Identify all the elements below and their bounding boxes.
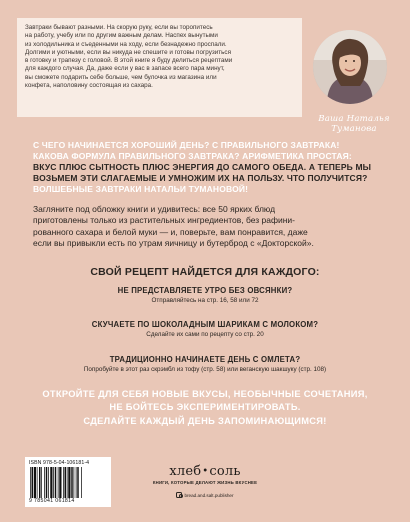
description-line: приготовлены только из растительных ингредиентов, без рафини- xyxy=(33,215,296,226)
quote-line: для каждого случая. Да, даже если у вас в запасе всего пара минут, xyxy=(25,65,225,73)
logo-right: соль xyxy=(209,464,241,479)
author-portrait-icon xyxy=(313,30,387,104)
recipe-question xyxy=(0,320,410,338)
question-title: СКУЧАЕТЕ ПО ШОКОЛАДНЫМ ШАРИКАМ С МОЛОКОМ? xyxy=(91,320,319,329)
description-line: если вы привыкли есть по утрам яичницу и бутерброд с «Докторской». xyxy=(33,237,314,248)
publisher-block xyxy=(0,464,410,503)
tagline-line: КАКОВА ФОРМУЛА ПРАВИЛЬНОГО ЗАВТРАКА? АРИФМЕТИКА ПРОСТАЯ: xyxy=(33,151,352,161)
cta-line: ОТКРОЙТЕ ДЛЯ СЕБЯ НОВЫЕ ВКУСЫ, НЕОБЫЧНЫЕ СОЧЕТАНИЯ, xyxy=(42,389,368,399)
tagline-line: ВКУС ПЛЮС СЫТНОСТЬ ПЛЮС ЭНЕРГИЯ ДО САМОГО ОБЕДА. А ТЕПЕРЬ МЫ xyxy=(33,162,372,172)
tagline-line: С ЧЕГО НАЧИНАЕТСЯ ХОРОШИЙ ДЕНЬ? С ПРАВИЛЬНОГО ЗАВТРАКА! xyxy=(33,140,340,150)
intro-quote-box xyxy=(17,18,302,117)
quote-line: конфета, наполовину состоящая из сахара. xyxy=(25,82,153,90)
tagline-highlight: ВОЛШЕБНЫЕ ЗАВТРАКИ НАТАЛЬИ ТУМАНОВОЙ! xyxy=(33,184,249,194)
logo-left: хлеб xyxy=(169,464,202,479)
section-headline: СВОЙ РЕЦЕПТ НАЙДЕТСЯ ДЛЯ КАЖДОГО: xyxy=(90,266,320,278)
publisher-tagline: КНИГИ, КОТОРЫЕ ДЕЛАЮТ ЖИЗНЬ ВКУСНЕЕ xyxy=(152,480,258,485)
cta-line: НЕ БОЙТЕСЬ ЭКСПЕРИМЕНТИРОВАТЬ. xyxy=(109,402,301,413)
quote-line: Долгими и уютными, если вы никуда не спешите и готовы погрузиться xyxy=(25,48,231,56)
call-to-action xyxy=(28,388,382,428)
social-handle: bread.and.salt.publisher xyxy=(184,492,234,498)
logo-dot: • xyxy=(202,466,209,477)
cta-line: СДЕЛАЙТЕ КАЖДЫЙ ДЕНЬ ЗАПОМИНАЮЩИМСЯ! xyxy=(83,415,327,426)
instagram-icon xyxy=(176,492,182,498)
publisher-logo xyxy=(0,464,410,479)
recipe-question xyxy=(0,355,410,373)
description-line: рованного сахара и белой муки — и, поверьте, вам понравится, даже xyxy=(33,226,308,237)
tagline-block xyxy=(33,140,383,195)
description-line: Загляните под обложку книги и удивитесь: все 50 ярких блюд xyxy=(33,204,276,214)
quote-line: на работу, учебу или по другим важным делам. Наспех вынутыми xyxy=(25,32,218,40)
quote-line: вы сможете подарить себе больше, чем булочка из магазина или xyxy=(25,73,217,81)
author-photo xyxy=(313,30,387,104)
quote-line: в готовку и трапезу с головой. В этой книге я буду делиться рецептами xyxy=(25,57,233,65)
question-answer: Попробуйте в этот раз скрэмбл из тофу (стр. 58) или веганскую шакшуку (стр. 108) xyxy=(83,366,327,373)
quote-line: из холодильника и съеденными на ходу, если безнадежно проспали. xyxy=(25,40,227,48)
quote-line: Завтраки бывают разными. На скорую руку, если вы торопитесь xyxy=(25,24,213,31)
tagline-line: ВОЗЬМЕМ ЭТИ СЛАГАЕМЫЕ И УМНОЖИМ ИХ НА ПОЛЬЗУ. ЧТО ПОЛУЧИТСЯ? xyxy=(33,173,368,183)
description-paragraph xyxy=(33,204,383,249)
question-answer: Отправляйтесь на стр. 16, 58 или 72 xyxy=(151,297,259,304)
question-answer: Сделайте их сами по рецепту со стр. 20 xyxy=(146,331,264,338)
question-title: ТРАДИЦИОННО НАЧИНАЕТЕ ДЕНЬ С ОМЛЕТА? xyxy=(109,355,301,364)
barcode-digits: 9 785041 061814 xyxy=(29,498,75,504)
isbn-number: ISBN 978-5-04-106181-4 xyxy=(29,460,90,466)
question-title: НЕ ПРЕДСТАВЛЯЕТЕ УТРО БЕЗ ОВСЯНКИ? xyxy=(117,286,293,295)
author-signature: Ваша Наталья Туманова xyxy=(318,114,390,134)
publisher-social xyxy=(176,492,233,498)
recipe-question xyxy=(0,286,410,304)
